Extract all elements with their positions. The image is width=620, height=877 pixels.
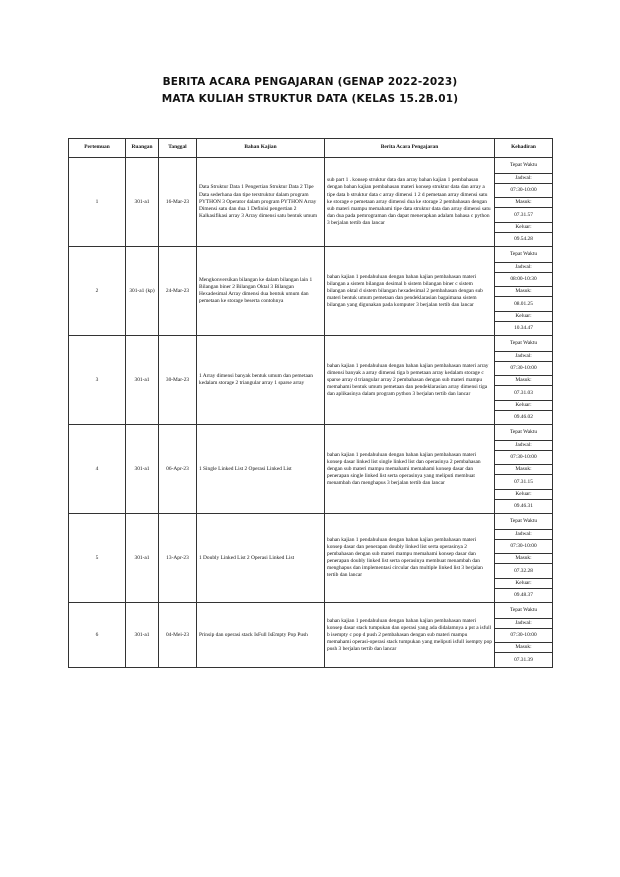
header-ruangan: Ruangan (126, 139, 159, 158)
attendance-table (68, 138, 553, 668)
cell-kehadiran: Tepat Waktu (495, 247, 553, 263)
cell-berita-acara: sub part 1 . konsep struktur data dan array bahan kajian 1 pembahasan dengan bahan kajian pembahasan materi konsep struktur data dan array a tipe data b struktur data c array dimensi 1 2 d pemetaan array dimensi satu ke storage e pemetaan array dimensi dua ke storage 2 pembahasan dengan sub materi mampu memahami tipe data struktur data dan array dimensi satu dan dua pada pemrograman dan dapat menerapkan adalam bahasa c python 3 berjalan tertib dan lancar (325, 158, 495, 247)
cell-kehadiran: Jadwal: (495, 441, 553, 451)
cell-berita-acara: bahan kajian 1 pendahuluan dengan bahan kajian pembahasan materi konsep dasar linked list single linked list dan operasinya 2 pembahasan dengan sub materi mampu memahami memahami konsep dasar dan penerapan single linked list serta operasinya yang meliputi membuat menambah dan menghapus 3 berjalan tertib dan lancar (325, 425, 495, 514)
cell-tanggal: 06-Apr-23 (159, 425, 197, 514)
cell-kehadiran: 07.32.28 (495, 564, 553, 579)
cell-kehadiran: 07:30-10:00 (495, 540, 553, 554)
cell-kehadiran: 07:30-10:00 (495, 362, 553, 376)
cell-kehadiran: Tepat Waktu (495, 425, 553, 441)
cell-kehadiran: 09.48.37 (495, 589, 553, 603)
cell-pertemuan: 1 (69, 158, 126, 247)
cell-pertemuan: 2 (69, 247, 126, 336)
cell-pertemuan: 5 (69, 514, 126, 603)
cell-ruangan: 301-a1 (126, 425, 159, 514)
cell-ruangan: 301-a1 (126, 514, 159, 603)
header-kehadiran: Kehadiran (495, 139, 553, 158)
cell-bahan-kajian: Prinsip dan operasi stack IsFull IsEmpty Pop Push (197, 603, 325, 668)
cell-kehadiran: Masuk: (495, 643, 553, 653)
document-subtitle: MATA KULIAH STRUKTUR DATA (KELAS 15.2B.01) (161, 93, 459, 105)
cell-tanggal: 24-Mar-23 (159, 247, 197, 336)
cell-kehadiran: Keluar: (495, 490, 553, 500)
table-header-row (69, 139, 553, 158)
cell-bahan-kajian: Mengkonversikan bilangan ke dalam bilangan lain 1 Bilangan biner 2 Bilangan Oktal 3 Bilangan Hexadesimal Array dimensi dua bentuk umum dan pemetaan ke storage beserta contohnya (197, 247, 325, 336)
cell-kehadiran: Jadwal: (495, 619, 553, 629)
cell-berita-acara: bahan kajian 1 pendahuluan dengan bahan kajian pembahasan materi konsep dasar stack tumpukan dan operasi yang ada didalamnya a pst a isfull b isempty c pop d push 2 pembahasan dengan sub materi mampu memahami operasi-operasi stack tumpukan yang meliputi isfull isempty pop push 3 berjalan tertib dan lancar (325, 603, 495, 668)
cell-kehadiran: Jadwal: (495, 352, 553, 362)
document-title: BERITA ACARA PENGAJARAN (GENAP 2022-2023) (162, 76, 458, 88)
cell-kehadiran: 07.31.03 (495, 386, 553, 401)
cell-ruangan: 301-a1 (126, 336, 159, 425)
cell-kehadiran: Masuk: (495, 554, 553, 564)
cell-kehadiran: 09.46.02 (495, 411, 553, 425)
table-row (69, 247, 553, 263)
cell-kehadiran: 07.31.57 (495, 208, 553, 223)
cell-kehadiran: 08:00-10:30 (495, 273, 553, 287)
cell-kehadiran: Jadwal: (495, 174, 553, 184)
cell-tanggal: 13-Apr-23 (159, 514, 197, 603)
cell-kehadiran: 07:30-10:00 (495, 629, 553, 643)
cell-pertemuan: 6 (69, 603, 126, 668)
table-row (69, 158, 553, 174)
cell-kehadiran: Keluar: (495, 579, 553, 589)
cell-kehadiran: 10.34.47 (495, 322, 553, 336)
header-pertemuan: Pertemuan (69, 139, 126, 158)
cell-kehadiran: Masuk: (495, 376, 553, 386)
cell-berita-acara: bahan kajian 1 pendahuluan dengan bahan kajian pembahasan materi konsep dasar dan penerapan doubly linked list serta operasinya 2 pembahasan dengan sub materi mampu memahami konsep dasar dan penerapan doubly linked list serta operasinya membuat menambah dan menghapus dan implementasi circular dan multiple linked list 3 berjalan tertib dan lancar (325, 514, 495, 603)
cell-kehadiran: Keluar: (495, 312, 553, 322)
cell-kehadiran: Masuk: (495, 465, 553, 475)
cell-pertemuan: 4 (69, 425, 126, 514)
cell-kehadiran: Tepat Waktu (495, 158, 553, 174)
cell-kehadiran: Tepat Waktu (495, 603, 553, 619)
cell-berita-acara: bahan kajian 1 pendahuluan dengan bahan kajian pembahasan materi array dimensi banyak a array dimensi tiga b pemetaan array kedalam storage c sparse array d triangular array 2 pembahasan dengan sub materi mampu memahami bentuk umum pemetaan dan pendeklarasian array dimensi tiga dan aplikasinya dalam program python 3 berjalan tertib dan lancar (325, 336, 495, 425)
cell-kehadiran: 07:30-10:00 (495, 184, 553, 198)
cell-kehadiran: Keluar: (495, 223, 553, 233)
cell-tanggal: 04-Mei-23 (159, 603, 197, 668)
cell-ruangan: 301-a1 (126, 158, 159, 247)
header-tanggal: Tanggal (159, 139, 197, 158)
cell-bahan-kajian: 1 Doubly Linked List 2 Operasi Linked List (197, 514, 325, 603)
cell-kehadiran: Keluar: (495, 401, 553, 411)
cell-kehadiran: Jadwal: (495, 263, 553, 273)
table-row (69, 603, 553, 619)
cell-kehadiran: Masuk: (495, 287, 553, 297)
cell-kehadiran: 07:30-10:00 (495, 451, 553, 465)
cell-ruangan: 301-a1 (kp) (126, 247, 159, 336)
cell-ruangan: 301-a1 (126, 603, 159, 668)
cell-pertemuan: 3 (69, 336, 126, 425)
cell-bahan-kajian: Data Struktur Data 1 Pengertian Struktur Data 2 Tipe Data sederhana dan tipe terstruktur dalam program PYTHON 3 Operator dalam program PYTHON Array Dimensi satu dan dua 1 Definisi pengertian 2 Kalkasifikasi array 3 Array dimensi satu bentuk umum (197, 158, 325, 247)
cell-kehadiran: 07.31.15 (495, 475, 553, 490)
cell-kehadiran: 08.01.25 (495, 297, 553, 312)
cell-bahan-kajian: 1 Single Linked List 2 Operasi Linked List (197, 425, 325, 514)
cell-tanggal: 16-Mar-23 (159, 158, 197, 247)
cell-kehadiran: Tepat Waktu (495, 514, 553, 530)
table-row (69, 336, 553, 352)
cell-kehadiran: Tepat Waktu (495, 336, 553, 352)
cell-kehadiran: 09.46.31 (495, 500, 553, 514)
cell-bahan-kajian: 1 Array dimensi banyak bentuk umum dan pemetaan kedalam storage 2 triangular array 1 sparse array (197, 336, 325, 425)
cell-tanggal: 30-Mar-23 (159, 336, 197, 425)
cell-kehadiran: Masuk: (495, 198, 553, 208)
header-bahan-kajian: Bahan Kajian (197, 139, 325, 158)
cell-kehadiran: Jadwal: (495, 530, 553, 540)
cell-kehadiran: 09.54.28 (495, 233, 553, 247)
table-row (69, 425, 553, 441)
cell-berita-acara: bahan kajian 1 pendahuluan dengan bahan kajian pembahasan materi bilangan a sistem bilangan desimal b sistem bilangan biner c sistem bilangan oktal d sistem bilangan hexadesimal 2 pembahasan dengan sub materi bentuk umum pemetaan dan pendeklarasian bagaimana sistem bilangan yang digunakan pada komputer 3 berjalan tertib dan lancar (325, 247, 495, 336)
table-row (69, 514, 553, 530)
header-berita-acara: Berita Acara Pengajaran (325, 139, 495, 158)
cell-kehadiran: 07.31.39 (495, 653, 553, 668)
